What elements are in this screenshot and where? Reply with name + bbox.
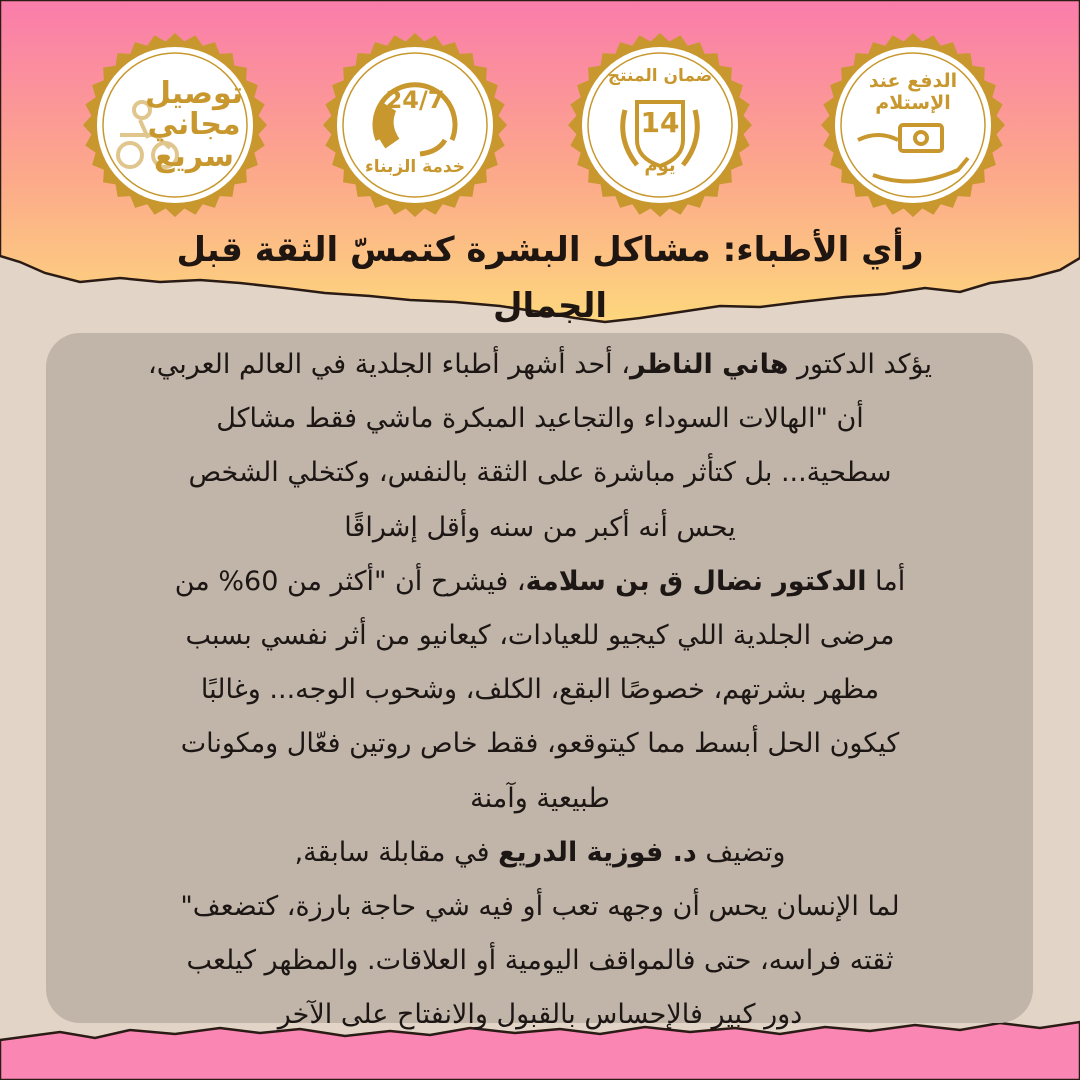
badge-guarantee-unit: يوم [644,155,676,177]
badge-product-guarantee [565,30,755,220]
badge-cod-line1: الدفع عند [868,70,958,92]
text-line: كيكون الحل أبسط مما كيتوقعو، فقط خاص روتين فعّال ومكونات [180,728,900,760]
text-line: سطحية... بل كتأثر مباشرة على الثقة بالنفس، وكتخلي الشخص [188,457,892,489]
doctor-name: هاني الناظر [629,349,789,380]
badge-service-label: خدمة الزبناء [365,157,466,178]
badge-free-delivery-line1: توصيل [144,75,244,111]
text-line: أن "الهالات السوداء والتجاعيد المبكرة ماشي فقط مشاكل [216,403,864,435]
badge-guarantee-number: 14 [640,105,680,139]
badge-free-delivery-line3: سريع [154,138,234,174]
badge-free-delivery-line2: مجاني [147,107,241,143]
article-body [55,338,1025,1043]
doctor-name: الدكتور نضال ق بن سلامة [525,565,867,597]
text-line: طبيعية وآمنة [470,782,610,814]
text-line [55,555,1025,609]
text-line [55,826,1025,880]
headline: رأي الأطباء: مشاكل البشرة كتمسّ الثقة قبل الجمال [176,230,924,326]
text-segment: يؤكد الدكتور [788,349,932,380]
text-segment: ، فيشرح أن "أكثر من 60% من [174,565,526,597]
text-segment: وتضيف [696,836,786,868]
text-segment: أما [866,565,906,597]
badge-cash-on-delivery [818,30,1008,220]
text-segment: في مقابلة سابقة, [294,836,499,868]
text-line: مرضى الجلدية اللي كيجيو للعيادات، كيعانيو من أثر نفسي بسبب [185,620,895,652]
doctor-name: د. فوزية الدريع [498,836,697,868]
text-line: دور كبير فالإحساس بالقبول والانفتاح على الآخر [277,999,803,1031]
text-line [55,338,1025,392]
text-line: مظهر بشرتهم، خصوصًا البقع، الكلف، وشحوب الوجه... وغالبًا [200,674,880,706]
badge-free-delivery [80,30,270,220]
badge-customer-service [320,30,510,220]
text-line: ثقته فراسه، حتى فالمواقف اليومية أو العلاقات. والمظهر كيلعب [186,945,894,977]
text-line: يحس أنه أكبر من سنه وأقل إشراقًا [344,511,736,543]
text-line: لما الإنسان يحس أن وجهه تعب أو فيه شي حاجة بارزة، كتضعف" [180,891,900,923]
badge-guarantee-title: ضمان المنتج [607,66,713,86]
badge-service-hours: 24/7 [385,86,445,114]
badge-cod-line2: الإستلام [875,91,951,114]
text-segment: ، أحد أشهر أطباء الجلدية في العالم العربي، [148,349,630,380]
